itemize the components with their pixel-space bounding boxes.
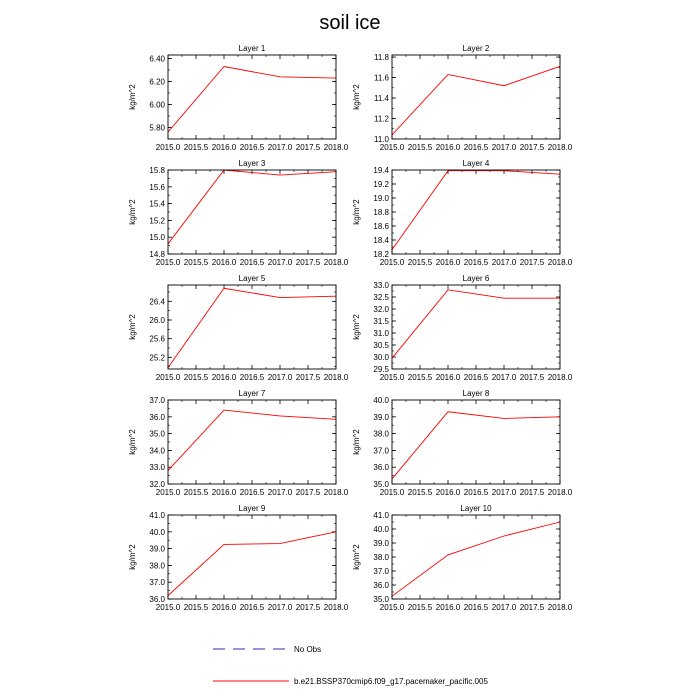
y-tick-label: 11.0 [374, 135, 389, 144]
series-line [392, 171, 560, 250]
x-tick-label: 2016.0 [435, 488, 461, 497]
x-tick-label: 2015.5 [183, 603, 209, 612]
y-tick-label: 34.0 [149, 446, 165, 456]
x-tick-label: 2017.0 [267, 488, 293, 497]
y-tick-label: 36.0 [373, 581, 389, 590]
y-tick-label: 39.0 [373, 539, 389, 548]
x-tick-label: 2017.5 [295, 143, 321, 152]
y-tick-label: 40.0 [373, 525, 389, 534]
x-tick-label: 2018.0 [547, 488, 573, 497]
x-tick-label: 2018.0 [547, 373, 573, 382]
y-tick-label: 18.6 [373, 222, 389, 231]
x-tick-label: 2015.0 [155, 143, 181, 152]
y-tick-label: 11.4 [374, 94, 389, 104]
x-tick-label: 2017.0 [267, 258, 293, 267]
y-tick-label: 11.8 [374, 53, 389, 63]
x-tick-label: 2016.5 [463, 373, 489, 382]
panel-layer-8 [352, 389, 573, 497]
series-line [168, 170, 336, 244]
y-tick-label: 35.0 [373, 595, 389, 604]
panel-title: Layer 8 [462, 389, 490, 398]
panel-layer-4 [352, 159, 573, 267]
panel-layer-3 [128, 159, 349, 267]
x-tick-label: 2017.5 [295, 603, 321, 612]
x-tick-label: 2017.0 [267, 603, 293, 612]
x-tick-label: 2017.5 [295, 488, 321, 497]
panel-layer-10 [352, 504, 573, 612]
y-tick-label: 32.0 [373, 305, 389, 314]
x-tick-label: 2015.0 [379, 373, 405, 382]
x-tick-label: 2018.0 [547, 258, 573, 267]
x-tick-label: 2015.0 [379, 488, 405, 497]
panel-title: Layer 2 [462, 44, 490, 53]
x-tick-label: 2016.0 [211, 258, 237, 267]
series-line [168, 67, 336, 133]
x-tick-label: 2015.5 [407, 143, 433, 152]
x-tick-label: 2017.0 [491, 258, 517, 267]
y-tick-label: 38.0 [373, 553, 389, 562]
x-tick-label: 2016.0 [435, 143, 461, 152]
x-tick-label: 2016.5 [239, 603, 265, 612]
panels [128, 44, 573, 612]
y-tick-label: 31.5 [373, 317, 389, 326]
legend-no-obs-label: No Obs [294, 645, 322, 654]
y-axis-label: kg/m^2 [352, 314, 361, 340]
y-tick-label: 25.6 [149, 334, 165, 344]
y-tick-label: 26.4 [149, 297, 165, 307]
panel-title: Layer 10 [460, 504, 492, 513]
x-tick-label: 2018.0 [323, 603, 349, 612]
x-tick-label: 2016.0 [435, 603, 461, 612]
x-tick-label: 2018.0 [323, 488, 349, 497]
x-tick-label: 2016.5 [463, 258, 489, 267]
panel-title: Layer 4 [462, 159, 490, 168]
series-line [392, 290, 560, 358]
x-tick-label: 2017.0 [267, 373, 293, 382]
x-tick-label: 2017.0 [491, 143, 517, 152]
y-tick-label: 18.8 [373, 208, 389, 217]
x-tick-label: 2017.0 [491, 603, 517, 612]
panel-layer-5 [128, 274, 349, 382]
y-tick-label: 41.0 [373, 511, 389, 520]
y-tick-label: 6.20 [149, 77, 165, 87]
x-tick-label: 2017.5 [519, 143, 545, 152]
y-axis-label: kg/m^2 [128, 84, 137, 110]
y-tick-label: 37.0 [149, 396, 165, 405]
panel-layer-7 [128, 389, 349, 497]
x-tick-label: 2016.0 [211, 143, 237, 152]
series-line [168, 410, 336, 470]
x-tick-label: 2016.0 [211, 373, 237, 382]
y-axis-label: kg/m^2 [128, 544, 137, 570]
panel-title: Layer 1 [238, 44, 266, 53]
x-tick-label: 2017.0 [267, 143, 293, 152]
legend-model-label: b.e21.BSSP370cmip6.f09_g17.pacemaker_pacific.005 [294, 677, 488, 686]
y-tick-label: 37.0 [373, 446, 389, 456]
panel-layer-9 [128, 504, 349, 612]
plot-frame [168, 285, 336, 369]
y-tick-label: 15.2 [149, 216, 165, 226]
y-tick-label: 26.0 [149, 316, 165, 325]
y-tick-label: 37.0 [373, 567, 389, 576]
y-tick-label: 33.0 [373, 281, 389, 290]
panel-layer-2 [352, 44, 573, 152]
x-tick-label: 2018.0 [323, 143, 349, 152]
x-tick-label: 2015.5 [407, 603, 433, 612]
x-tick-label: 2015.5 [183, 488, 209, 497]
x-tick-label: 2015.5 [407, 373, 433, 382]
y-tick-label: 30.5 [373, 341, 389, 350]
plot-frame [392, 170, 560, 254]
x-tick-label: 2016.5 [239, 258, 265, 267]
x-tick-label: 2017.5 [295, 373, 321, 382]
y-tick-label: 15.8 [149, 166, 165, 175]
y-tick-label: 6.40 [149, 54, 165, 64]
series-line [392, 412, 560, 479]
x-tick-label: 2015.0 [379, 143, 405, 152]
x-tick-label: 2016.0 [435, 258, 461, 267]
y-tick-label: 32.5 [373, 293, 389, 302]
series-line [392, 66, 560, 135]
y-tick-label: 11.6 [374, 73, 389, 83]
x-tick-label: 2018.0 [323, 258, 349, 267]
series-line [392, 522, 560, 596]
y-tick-label: 38.0 [149, 561, 165, 571]
y-tick-label: 5.80 [149, 123, 165, 133]
y-tick-label: 32.0 [149, 480, 165, 489]
x-tick-label: 2016.5 [239, 373, 265, 382]
y-axis-label: kg/m^2 [128, 429, 137, 455]
y-tick-label: 15.6 [149, 182, 165, 192]
y-axis-label: kg/m^2 [352, 544, 361, 570]
y-tick-label: 41.0 [149, 511, 165, 520]
x-tick-label: 2016.0 [211, 603, 237, 612]
x-tick-label: 2018.0 [547, 603, 573, 612]
x-tick-label: 2016.5 [463, 488, 489, 497]
y-tick-label: 31.0 [373, 329, 389, 338]
legend [213, 645, 488, 686]
y-tick-label: 14.8 [149, 250, 165, 259]
y-tick-label: 40.0 [149, 527, 165, 537]
y-tick-label: 39.0 [373, 412, 389, 422]
plot-frame [392, 400, 560, 484]
x-tick-label: 2015.5 [183, 258, 209, 267]
y-tick-label: 18.4 [373, 236, 389, 245]
panel-layer-6 [352, 274, 573, 382]
y-tick-label: 25.2 [149, 353, 165, 363]
x-tick-label: 2015.0 [379, 258, 405, 267]
plot-frame [392, 515, 560, 599]
panel-title: Layer 3 [238, 159, 266, 168]
panel-title: Layer 7 [238, 389, 266, 398]
figure-title: soil ice [319, 12, 381, 34]
x-tick-label: 2015.5 [183, 373, 209, 382]
y-tick-label: 30.0 [373, 353, 389, 362]
y-tick-label: 35.0 [149, 429, 165, 439]
y-tick-label: 19.2 [373, 180, 389, 189]
panel-layer-1 [128, 44, 349, 152]
x-tick-label: 2017.5 [519, 373, 545, 382]
x-tick-label: 2018.0 [323, 373, 349, 382]
y-tick-label: 18.2 [373, 250, 389, 259]
y-tick-label: 40.0 [373, 396, 389, 405]
x-tick-label: 2017.5 [519, 488, 545, 497]
y-axis-label: kg/m^2 [352, 84, 361, 110]
plot-frame [392, 55, 560, 139]
y-tick-label: 33.0 [149, 463, 165, 473]
x-tick-label: 2016.5 [463, 143, 489, 152]
y-tick-label: 29.5 [373, 365, 389, 374]
y-axis-label: kg/m^2 [352, 429, 361, 455]
y-axis-label: kg/m^2 [128, 199, 137, 225]
series-line [168, 532, 336, 596]
plot-frame [168, 515, 336, 599]
y-tick-label: 19.4 [373, 166, 389, 175]
x-tick-label: 2016.5 [239, 143, 265, 152]
x-tick-label: 2017.5 [519, 603, 545, 612]
y-tick-label: 11.2 [374, 114, 389, 124]
x-tick-label: 2015.5 [407, 488, 433, 497]
x-tick-label: 2015.0 [155, 373, 181, 382]
y-tick-label: 19.0 [373, 194, 389, 203]
y-axis-label: kg/m^2 [128, 314, 137, 340]
x-tick-label: 2017.0 [491, 373, 517, 382]
x-tick-label: 2015.0 [379, 603, 405, 612]
panel-title: Layer 9 [238, 504, 266, 513]
x-tick-label: 2018.0 [547, 143, 573, 152]
x-tick-label: 2016.5 [463, 603, 489, 612]
series-line [168, 288, 336, 367]
plot-frame [168, 170, 336, 254]
plot-frame [168, 55, 336, 139]
y-tick-label: 36.0 [373, 463, 389, 473]
x-tick-label: 2015.0 [155, 488, 181, 497]
y-tick-label: 38.0 [373, 429, 389, 439]
x-tick-label: 2017.0 [491, 488, 517, 497]
x-tick-label: 2016.0 [435, 373, 461, 382]
y-tick-label: 36.0 [149, 412, 165, 422]
panel-title: Layer 5 [238, 274, 266, 283]
x-tick-label: 2017.5 [519, 258, 545, 267]
y-tick-label: 15.4 [149, 199, 165, 209]
x-tick-label: 2015.0 [155, 603, 181, 612]
x-tick-label: 2017.5 [295, 258, 321, 267]
x-tick-label: 2015.5 [183, 143, 209, 152]
x-tick-label: 2015.0 [155, 258, 181, 267]
y-tick-label: 6.00 [149, 100, 165, 110]
y-tick-label: 39.0 [149, 544, 165, 554]
y-tick-label: 37.0 [149, 578, 165, 588]
y-axis-label: kg/m^2 [352, 199, 361, 225]
x-tick-label: 2016.5 [239, 488, 265, 497]
y-tick-label: 36.0 [149, 595, 165, 604]
y-tick-label: 35.0 [373, 480, 389, 489]
y-tick-label: 15.0 [149, 233, 165, 243]
x-tick-label: 2015.5 [407, 258, 433, 267]
x-tick-label: 2016.0 [211, 488, 237, 497]
panel-title: Layer 6 [462, 274, 490, 283]
